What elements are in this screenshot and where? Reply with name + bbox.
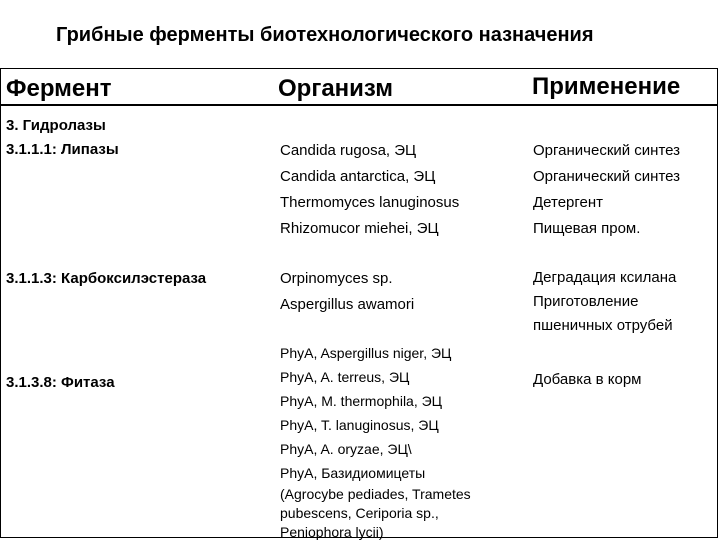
organism-item: PhyA, M. thermophila, ЭЦ bbox=[280, 393, 443, 409]
organism-item: PhyA, A. terreus, ЭЦ bbox=[280, 369, 410, 385]
row-carboxylesterase-organisms bbox=[280, 266, 414, 318]
row-phytase-enzyme bbox=[6, 370, 115, 396]
organism-item: Candida antarctica, ЭЦ bbox=[280, 168, 436, 185]
application-item: пшеничных отрубей bbox=[533, 317, 673, 334]
page-title: Грибные ферменты биотехнологического назначения bbox=[56, 24, 594, 46]
header-application: Применение bbox=[532, 73, 681, 100]
application-item: Органический синтез bbox=[533, 168, 681, 185]
row-lipases-enzyme bbox=[6, 114, 119, 162]
application-item: Деградация ксилана bbox=[533, 269, 677, 286]
row-lipases-organisms bbox=[280, 138, 459, 242]
organism-item: PhyA, T. lanuginosus, ЭЦ bbox=[280, 417, 439, 433]
enzyme-name: 3.1.1.3: Карбоксилэстераза bbox=[6, 270, 207, 287]
application-item: Приготовление bbox=[533, 293, 639, 310]
organism-item: Candida rugosa, ЭЦ bbox=[280, 142, 417, 159]
organism-item: Peniophora lycii) bbox=[280, 524, 384, 540]
group-label: 3. Гидролазы bbox=[6, 117, 106, 134]
organism-item: Thermomyces lanuginosus bbox=[280, 194, 460, 211]
organism-item: PhyA, Базидиомицеты bbox=[280, 465, 426, 481]
row-phytase-organisms bbox=[280, 341, 471, 542]
header-enzyme: Фермент bbox=[6, 75, 112, 102]
row-carboxylesterase-applications bbox=[533, 266, 676, 338]
enzyme-name: 3.1.3.8: Фитаза bbox=[6, 374, 115, 391]
application-item: Пищевая пром. bbox=[533, 220, 641, 237]
organism-item: PhyA, A. oryzae, ЭЦ\ bbox=[280, 441, 412, 457]
row-phytase-applications bbox=[533, 367, 642, 393]
application-item: Детергент bbox=[533, 194, 604, 211]
organism-item: pubescens, Ceriporia sp., bbox=[280, 505, 439, 521]
organism-item: Orpinomyces sp. bbox=[280, 270, 393, 287]
organism-item: Aspergillus awamori bbox=[280, 296, 415, 313]
header-organism: Организм bbox=[278, 75, 394, 102]
application-item: Добавка в корм bbox=[533, 371, 642, 388]
organism-item: PhyA, Aspergillus niger, ЭЦ bbox=[280, 345, 452, 361]
organism-item: (Agrocybe pediades, Trametes bbox=[280, 486, 471, 502]
header-divider bbox=[0, 104, 718, 106]
row-carboxylesterase-enzyme bbox=[6, 266, 206, 292]
application-item: Органический синтез bbox=[533, 142, 681, 159]
organism-item: Rhizomucor miehei, ЭЦ bbox=[280, 220, 439, 237]
row-lipases-applications bbox=[533, 138, 680, 242]
enzyme-name: 3.1.1.1: Липазы bbox=[6, 141, 119, 158]
